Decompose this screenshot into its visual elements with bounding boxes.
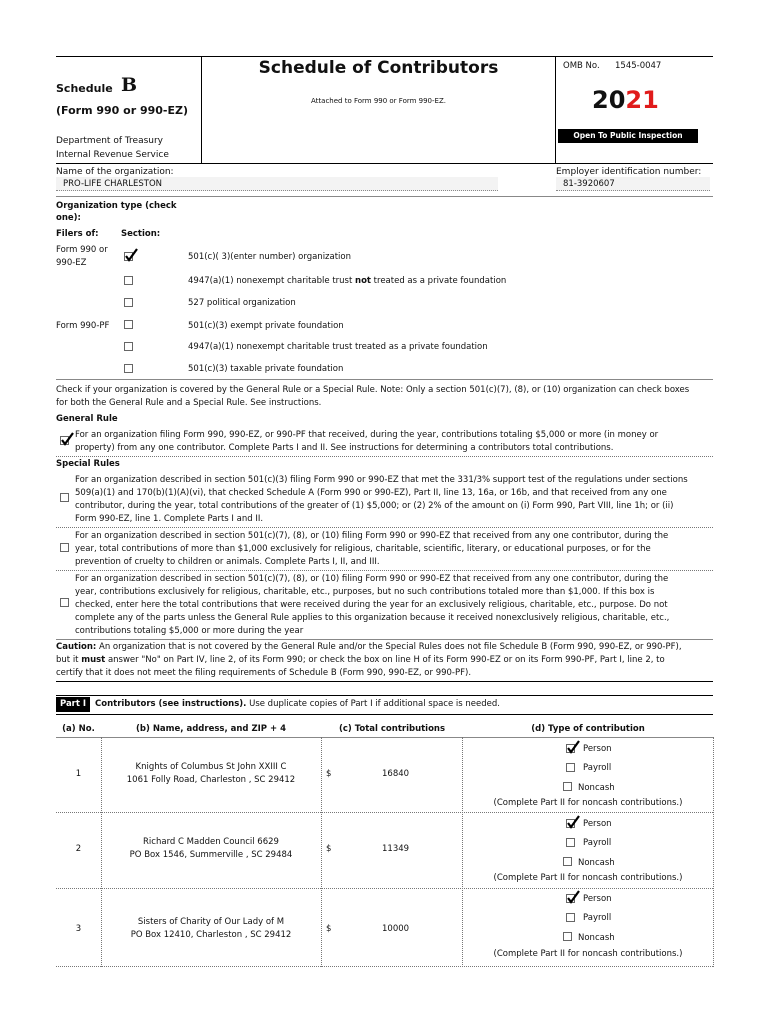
special-rule1-line4: Form 990-EZ, line 1. Complete Parts I and II. <box>75 514 264 524</box>
schedule-letter: B <box>121 74 138 96</box>
tax-year-suffix: 21 <box>625 86 659 114</box>
caution-bottom-rule <box>56 681 713 682</box>
omb-label: OMB No. <box>563 61 600 71</box>
opt4-checkbox[interactable] <box>124 320 133 329</box>
special-rule2-line3: prevention of cruelty to children or animals. Complete Parts I, II, and III. <box>75 557 380 567</box>
row-payroll-checkbox[interactable] <box>566 763 575 772</box>
row-noncash-note: (Complete Part II for noncash contributions.) <box>493 873 683 883</box>
opt2-label <box>188 275 506 288</box>
row-noncash-label: Noncash <box>578 783 615 793</box>
section-label: Section: <box>121 229 161 239</box>
special-rule1-divider <box>56 527 713 528</box>
special-rule2-divider <box>56 570 713 571</box>
caution-line2 <box>56 654 665 667</box>
col-header-total: (c) Total contributions <box>338 724 446 734</box>
checkmark-icon <box>566 890 580 904</box>
row-currency: $ <box>326 769 332 779</box>
part1-heading <box>95 699 500 709</box>
special-rule2-line2: year, total contributions of more than $1,000 exclusively for religious, charitable, scientific, literary, or educational purposes, or for the <box>75 544 651 554</box>
general-rule-line1: For an organization filing Form 990, 990-EZ, or 990-PF that received, during the year, contributions totaling $5,000 or more (in money or <box>75 430 659 440</box>
org-bottom-rule <box>56 196 713 197</box>
caution-line2-post: answer "No" on Part IV, line 2, of its Form 990; or check the box on line H of its Form 990-EZ or on its Form 990-PF, Part I, line 2, to <box>105 655 665 665</box>
filers-of-label: Filers of: <box>56 229 99 239</box>
department-line2: Internal Revenue Service <box>56 150 169 160</box>
special-rule2-checkbox[interactable] <box>60 543 69 552</box>
part1-title: Contributors (see instructions). <box>95 699 247 709</box>
omb-number: 1545-0047 <box>615 61 662 71</box>
top-rule <box>56 56 713 57</box>
public-inspection-badge: Open To Public Inspection <box>558 129 698 143</box>
row-divider <box>56 888 713 889</box>
row-name: Knights of Columbus St John XXIII C <box>135 762 287 772</box>
row-payroll-checkbox[interactable] <box>566 913 575 922</box>
opt2-checkbox[interactable] <box>124 276 133 285</box>
part1-badge: Part I <box>56 697 90 712</box>
schedule-label: Schedule <box>56 82 113 95</box>
row-no: 1 <box>75 769 82 779</box>
caution-label: Caution: <box>56 642 97 652</box>
row-address: PO Box 12410, Charleston , SC 29412 <box>130 930 292 940</box>
opt6-label: 501(c)(3) taxable private foundation <box>188 364 344 374</box>
row-noncash-note: (Complete Part II for noncash contributions.) <box>493 949 683 959</box>
special-rule3-checkbox[interactable] <box>60 598 69 607</box>
opt5-checkbox[interactable] <box>124 342 133 351</box>
rules-intro-line1: Check if your organization is covered by the General Rule or a Special Rule. Note: Only a section 501(c)(7), (8), or (10) organization can check boxes <box>56 385 690 395</box>
filer-990-line1: Form 990 or <box>56 245 108 255</box>
checkmark-icon <box>60 432 74 446</box>
general-rule-heading: General Rule <box>56 414 118 424</box>
col-divider-2 <box>321 737 322 967</box>
special-rule3-line4: complete any of the parts unless the General Rule applies to this organization because it received nonexclusively religious, charitable, etc., <box>75 613 670 623</box>
row-noncash-label: Noncash <box>578 858 615 868</box>
org-type-heading-line2: one): <box>56 213 81 223</box>
row-address: 1061 Folly Road, Charleston , SC 29412 <box>126 775 296 785</box>
row-payroll-label: Payroll <box>583 913 612 923</box>
general-rule-line2: property) from any one contributor. Complete Parts I and II. See instructions for determining a contributors total contributions. <box>75 443 614 453</box>
row-person-checkbox[interactable] <box>566 819 575 828</box>
special-rule2-line1: For an organization described in section 501(c)(7), (8), or (10) filing Form 990 or 990-EZ that received from any one contributor, during the <box>75 531 669 541</box>
checkmark-icon <box>566 740 580 754</box>
row-person-label: Person <box>583 744 612 754</box>
opt3-checkbox[interactable] <box>124 298 133 307</box>
checkmark-icon <box>566 815 580 829</box>
caution-line3: certify that it does not meet the filing requirements of Schedule B (Form 990, 990-EZ, or 990-PF). <box>56 668 472 678</box>
general-rule-checkbox[interactable] <box>60 436 69 445</box>
row-person-label: Person <box>583 894 612 904</box>
caution-line1 <box>56 641 682 654</box>
tax-year-prefix: 20 <box>592 86 626 114</box>
col-header-type: (d) Type of contribution <box>531 724 645 734</box>
filer-990pf: Form 990-PF <box>56 321 110 331</box>
header-divider-right <box>555 56 556 163</box>
row-person-checkbox[interactable] <box>566 744 575 753</box>
caution-line2-bold: must <box>81 655 106 665</box>
caution-line2-pre: but it <box>56 655 82 665</box>
col-divider-4 <box>713 737 714 967</box>
row-divider <box>56 966 713 967</box>
row-name: Sisters of Charity of Our Lady of M <box>137 917 285 927</box>
filer-990-line2: 990-EZ <box>56 258 87 268</box>
row-no: 3 <box>75 924 82 934</box>
special-rule1-line3: contributor, during the year, total contributions of the greater of (1) $5,000; or (2) 2% of the amount on (i) Form 990, Part VIII, line 1h; or (ii) <box>75 501 674 511</box>
part1-subtitle: Use duplicate copies of Part I if additional space is needed. <box>246 699 500 709</box>
row-payroll-checkbox[interactable] <box>566 838 575 847</box>
row-currency: $ <box>326 844 332 854</box>
ein-value: 81-3920607 <box>563 179 615 189</box>
opt2-label-post: treated as a private foundation <box>370 276 507 286</box>
col-divider-3 <box>462 737 463 967</box>
opt4-label: 501(c)(3) exempt private foundation <box>188 321 344 331</box>
opt2-label-pre: 4947(a)(1) nonexempt charitable trust <box>188 276 356 286</box>
rules-intro-line2: for both the General Rule and a Special Rule. See instructions. <box>56 398 322 408</box>
caution-line1-text: An organization that is not covered by the General Rule and/or the Special Rules does not file Schedule B (Form 990, 990-EZ, or 990-PF), <box>96 642 682 652</box>
row-name: Richard C Madden Council 6629 <box>143 837 279 847</box>
part1-heading-rule <box>56 714 713 715</box>
row-person-label: Person <box>583 819 612 829</box>
opt2-label-bold: not <box>355 276 371 286</box>
col-header-name: (b) Name, address, and ZIP + 4 <box>136 724 286 734</box>
special-rule1-checkbox[interactable] <box>60 493 69 502</box>
row-noncash-checkbox[interactable] <box>563 857 572 866</box>
tax-year <box>592 86 659 114</box>
col-header-rule <box>56 737 713 738</box>
special-rule1-line2: 509(a)(1) and 170(b)(1)(A)(vi), that checked Schedule A (Form 990 or 990-EZ), Part II, line 13, 16a, or 16b, and that received from any one <box>75 488 667 498</box>
special-rule3-line2: year, contributions exclusively for religious, charitable, etc., purposes, but no such contributions totaled more than $1,000. If this box is <box>75 587 655 597</box>
special-rules-heading: Special Rules <box>56 459 120 469</box>
department-line1: Department of Treasury <box>56 136 164 146</box>
row-person-checkbox[interactable] <box>566 894 575 903</box>
org-name-label: Name of the organization: <box>56 167 174 177</box>
col-header-no: (a) No. <box>62 724 95 734</box>
org-type-heading-line1: Organization type (check <box>56 201 177 211</box>
row-total: 10000 <box>382 924 410 934</box>
attached-note: Attached to Form 990 or Form 990-EZ. <box>311 97 446 105</box>
row-payroll-label: Payroll <box>583 838 612 848</box>
org-type-bottom-rule <box>56 379 713 380</box>
org-name-value: PRO-LIFE CHARLESTON <box>63 179 163 189</box>
general-rule-divider <box>56 456 713 457</box>
row-divider <box>56 812 713 813</box>
special-rule3-line3: checked, enter here the total contributions that were received during the year for an exclusively religious, charitable, etc., purpose. Do not <box>75 600 668 610</box>
special-rule1-line1: For an organization described in section 501(c)(3) filing Form 990 or 990-EZ that met the 331/3% support test of the regulations under sections <box>75 475 688 485</box>
ein-label: Employer identification number: <box>556 167 702 177</box>
opt3-label: 527 political organization <box>188 298 296 308</box>
part1-top-rule <box>56 695 713 696</box>
row-noncash-checkbox[interactable] <box>563 932 572 941</box>
special-rule3-line5: contributions totaling $5,000 or more during the year <box>75 626 304 636</box>
opt1-checkbox[interactable] <box>124 252 133 261</box>
form-title: Schedule of Contributors <box>258 58 499 78</box>
row-payroll-label: Payroll <box>583 763 612 773</box>
row-address: PO Box 1546, Summerville , SC 29484 <box>129 850 293 860</box>
row-noncash-checkbox[interactable] <box>563 782 572 791</box>
form-reference: (Form 990 or 990-EZ) <box>56 104 189 117</box>
row-no: 2 <box>75 844 82 854</box>
special-rule3-line1: For an organization described in section 501(c)(7), (8), or (10) filing Form 990 or 990-EZ that received from any one contributor, during the <box>75 574 669 584</box>
row-noncash-note: (Complete Part II for noncash contributions.) <box>493 798 683 808</box>
row-total: 11349 <box>382 844 410 854</box>
opt5-label: 4947(a)(1) nonexempt charitable trust treated as a private foundation <box>188 342 488 352</box>
opt1-label: 501(c)( 3)(enter number) organization <box>188 252 352 262</box>
row-currency: $ <box>326 924 332 934</box>
header-bottom-rule <box>56 163 713 164</box>
checkmark-icon <box>124 248 138 262</box>
rules-bottom-rule <box>56 639 713 640</box>
row-total: 16840 <box>382 769 410 779</box>
row-noncash-label: Noncash <box>578 933 615 943</box>
opt6-checkbox[interactable] <box>124 364 133 373</box>
